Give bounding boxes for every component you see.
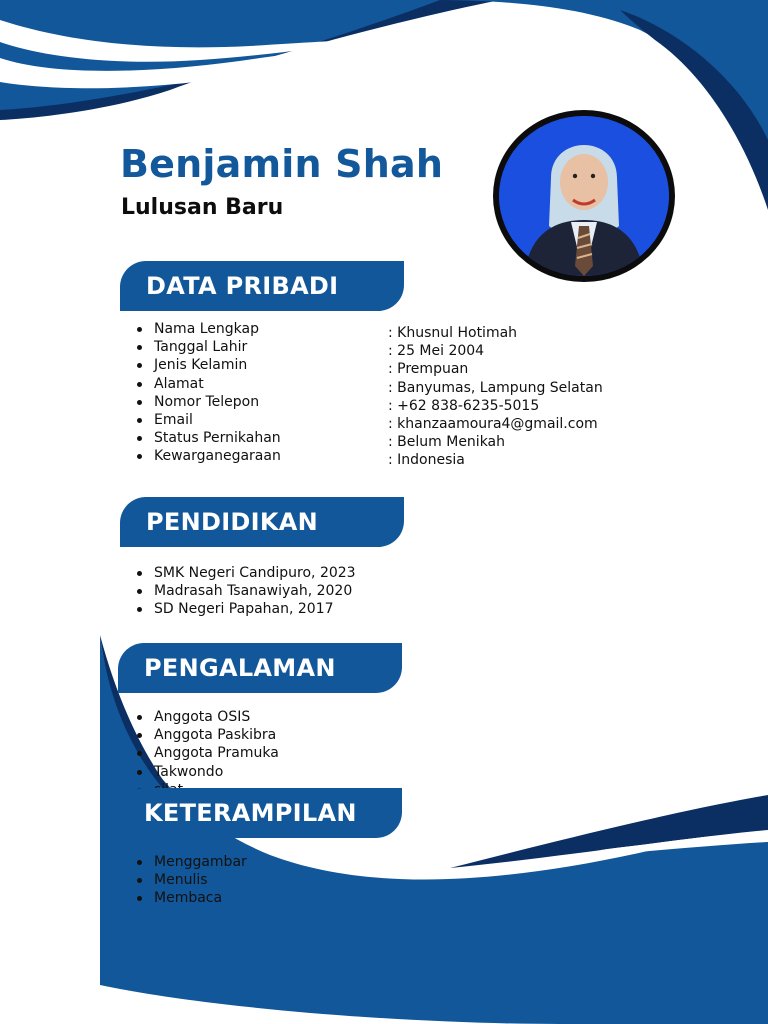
value-item: : khanzaamoura4@gmail.com [388, 416, 598, 433]
list-item: Menulis [120, 871, 247, 889]
personal-labels-list [120, 320, 281, 466]
value-item: : Khusnul Hotimah [388, 325, 518, 341]
value-item: : Indonesia [388, 452, 465, 469]
list-item: Membaca [120, 889, 247, 907]
section-header-education: PENDIDIKAN [120, 497, 404, 547]
list-item: Alamat [120, 375, 281, 393]
list-item: Madrasah Tsanawiyah, 2020 [120, 582, 356, 600]
profile-photo [499, 116, 669, 276]
person-icon [499, 116, 669, 276]
section-header-skills: KETERAMPILAN [118, 788, 402, 838]
list-item: Tanggal Lahir [120, 338, 281, 356]
list-item: Nama Lengkap [120, 320, 281, 338]
candidate-name: Benjamin Shah [120, 142, 444, 186]
profile-photo-frame [493, 110, 675, 282]
value-item: : Banyumas, Lampung Selatan [388, 379, 603, 396]
list-item: Anggota Paskibra [120, 726, 279, 744]
list-item: Jenis Kelamin [120, 356, 281, 374]
list-item: Status Pernikahan [120, 429, 281, 447]
skills-list [120, 853, 247, 908]
list-item: Menggambar [120, 853, 247, 871]
list-item: SMK Negeri Candipuro, 2023 [120, 564, 356, 582]
value-item: : Prempuan [388, 361, 469, 378]
list-item: Nomor Telepon [120, 393, 281, 411]
list-item: Anggota OSIS [120, 708, 279, 726]
section-header-experience: PENGALAMAN [118, 643, 402, 693]
personal-values-list [388, 324, 603, 470]
list-item: Email [120, 411, 281, 429]
section-header-personal: DATA PRIBADI [120, 261, 404, 311]
value-item: : Belum Menikah [388, 434, 506, 451]
value-item: : 25 Mei 2004 [388, 343, 485, 360]
candidate-subtitle: Lulusan Baru [121, 195, 284, 220]
list-item: Takwondo [120, 763, 279, 781]
list-item: Kewarganegaraan [120, 447, 281, 465]
list-item: SD Negeri Papahan, 2017 [120, 600, 356, 618]
list-item: Anggota Pramuka [120, 744, 279, 762]
experience-list [120, 708, 279, 799]
education-list [120, 564, 356, 619]
value-item: : +62 838-6235-5015 [388, 397, 540, 414]
